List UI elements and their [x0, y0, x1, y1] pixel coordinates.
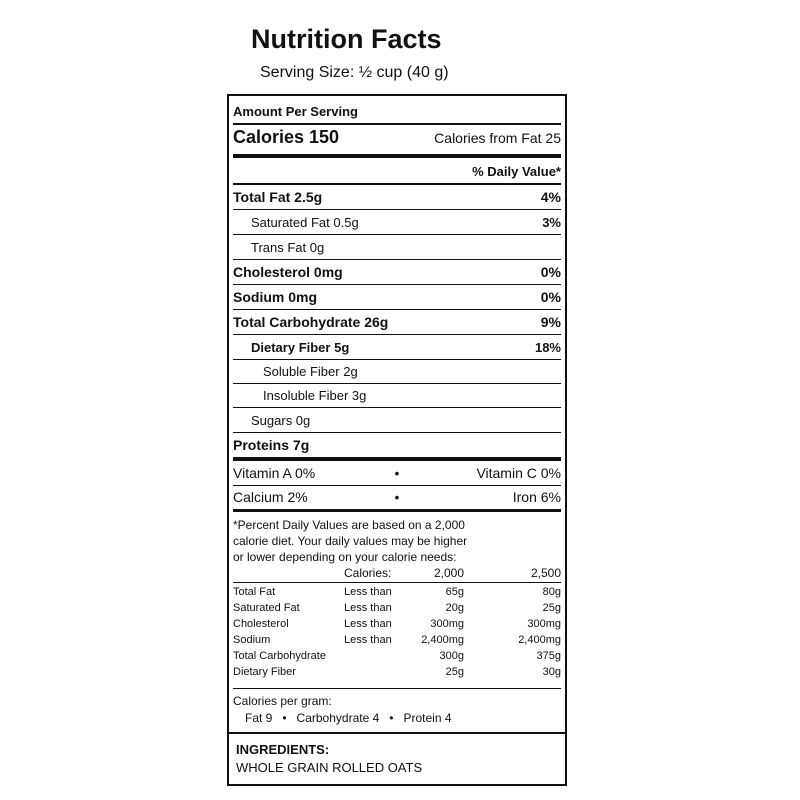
- serving-size: Serving Size: ½ cup (40 g): [260, 64, 449, 81]
- ft-cell: Cholesterol: [233, 618, 289, 630]
- nutrient-row: [233, 260, 561, 285]
- calories-per-gram-values: Fat 9 • Carbohydrate 4 • Protein 4: [245, 711, 452, 725]
- nutrient-label: Trans Fat 0g: [251, 240, 325, 255]
- nutrient-dv: 9%: [540, 314, 561, 330]
- nutrient-label: Proteins 7g: [233, 437, 310, 453]
- footnote-line: or lower depending on your calorie needs:: [233, 550, 457, 564]
- ft-cell: 30g: [542, 666, 561, 678]
- ft-cell: 65g: [445, 586, 464, 598]
- label-title: Nutrition Facts: [251, 24, 442, 54]
- daily-value-header-row: [233, 158, 561, 185]
- nutrition-panel: [227, 94, 567, 786]
- ft-cell: Less than: [344, 634, 392, 646]
- amount-per-serving-row: [233, 96, 561, 125]
- ft-cell: Less than: [344, 618, 392, 630]
- vitamin-bullet: •: [394, 489, 400, 505]
- ft-cell: Total Carbohydrate: [233, 650, 326, 662]
- ft-header-calories: Calories:: [344, 566, 392, 580]
- ft-header-2000: 2,000: [433, 566, 464, 580]
- ft-cell: 25g: [445, 666, 464, 678]
- ft-header-2500: 2,500: [530, 566, 561, 580]
- nutrient-row: [233, 360, 561, 384]
- vitamin-left: Calcium 2%: [233, 489, 308, 505]
- footnote-line: calorie diet. Your daily values may be higher: [233, 534, 468, 548]
- nutrient-label: Saturated Fat 0.5g: [251, 215, 359, 230]
- nutrient-row: [233, 408, 561, 433]
- vitamin-right: Vitamin C 0%: [476, 465, 561, 481]
- calories-from-fat: Calories from Fat 25: [434, 130, 561, 146]
- vitamin-bullet: •: [394, 465, 400, 481]
- ft-cell: Saturated Fat: [233, 602, 300, 614]
- vitamin-row: [233, 461, 561, 486]
- nutrient-row: [233, 310, 561, 335]
- ft-cell: Total Fat: [233, 586, 276, 598]
- vitamin-row: [233, 486, 561, 512]
- vitamin-right: Iron 6%: [512, 489, 561, 505]
- nutrient-dv: 4%: [540, 189, 561, 205]
- ft-cell: Less than: [344, 602, 392, 614]
- nutrient-row: [233, 285, 561, 310]
- daily-value-header: % Daily Value*: [472, 164, 561, 179]
- calories-per-gram-label: Calories per gram:: [233, 694, 332, 708]
- nutrient-dv: 18%: [534, 340, 561, 355]
- ft-cell: 80g: [542, 586, 561, 598]
- nutrient-label: Sugars 0g: [251, 413, 311, 428]
- nutrient-row: [233, 384, 561, 408]
- nutrient-row: [233, 335, 561, 360]
- nutrient-row: [233, 433, 561, 461]
- ingredients-divider: [229, 732, 565, 734]
- calories-per-gram-divider: [233, 688, 561, 689]
- ft-cell: 2,400mg: [421, 634, 464, 646]
- nutrient-row: [233, 210, 561, 235]
- footnote-table-divider: [233, 582, 561, 583]
- ft-cell: 300mg: [527, 618, 561, 630]
- footnote: [233, 517, 467, 565]
- nutrient-label: Soluble Fiber 2g: [263, 364, 358, 379]
- footnote-line: *Percent Daily Values are based on a 2,000: [233, 518, 465, 532]
- nutrient-dv: 0%: [540, 289, 561, 305]
- nutrient-label: Cholesterol 0mg: [233, 264, 343, 280]
- ft-cell: 300g: [439, 650, 464, 662]
- calories-row: [233, 125, 561, 158]
- nutrient-row: [233, 235, 561, 260]
- ingredients-text: WHOLE GRAIN ROLLED OATS: [236, 760, 423, 775]
- ft-cell: Sodium: [233, 634, 271, 646]
- ft-cell: 300mg: [430, 618, 464, 630]
- nutrient-label: Total Carbohydrate 26g: [233, 314, 389, 330]
- calories: Calories 150: [233, 127, 340, 147]
- ft-cell: Dietary Fiber: [233, 666, 296, 678]
- nutrient-row: [233, 185, 561, 210]
- ft-cell: 2,400mg: [518, 634, 561, 646]
- nutrient-label: Sodium 0mg: [233, 289, 318, 305]
- nutrient-label: Insoluble Fiber 3g: [263, 388, 367, 403]
- ft-cell: 375g: [536, 650, 561, 662]
- ft-cell: 25g: [542, 602, 561, 614]
- amount-per-serving: Amount Per Serving: [233, 104, 358, 119]
- nutrient-dv: 0%: [540, 264, 561, 280]
- nutrient-dv: 3%: [542, 215, 561, 230]
- ft-cell: Less than: [344, 586, 392, 598]
- nutrient-label: Total Fat 2.5g: [233, 189, 323, 205]
- vitamin-left: Vitamin A 0%: [233, 465, 316, 481]
- nutrient-label: Dietary Fiber 5g: [251, 340, 350, 355]
- ft-cell: 20g: [445, 602, 464, 614]
- ingredients-heading: INGREDIENTS:: [236, 742, 330, 757]
